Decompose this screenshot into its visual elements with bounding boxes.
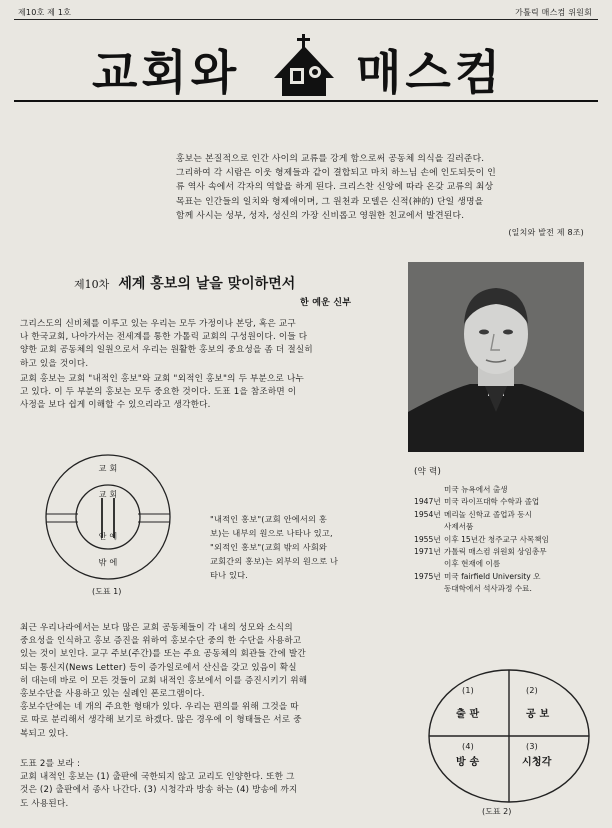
figure-note-line: 보)는 내부의 원으로 나타나 있고, xyxy=(210,528,333,538)
figure-2-num-4: (4) xyxy=(462,742,474,751)
bio-row xyxy=(414,521,600,533)
figure-1-outer-top: 교 회 xyxy=(98,463,118,473)
article-paragraph-2 xyxy=(20,373,400,413)
bio-row xyxy=(414,583,600,595)
bio-year: 1954년 xyxy=(414,509,441,519)
bio-text: 이후 15년간 청주교구 사목책임 xyxy=(444,534,549,544)
figure-2-label-2: 공 보 xyxy=(526,709,550,720)
intro-line: 함께 사시는 성부, 성자, 성신의 가장 신비롭고 영원한 친교에서 발견된다. xyxy=(176,210,465,221)
church-icon xyxy=(268,34,340,98)
publisher-name: 가톨릭 매스컴 위원회 xyxy=(515,8,592,17)
bio-list xyxy=(414,484,600,596)
bio-text: 메리놀 신학교 졸업과 동시 xyxy=(444,509,532,519)
article-line: 교회 홍보는 교회 "내적인 홍보"와 교회 "외적인 홍보"의 두 부분으로 나누 xyxy=(20,374,304,384)
figure-2-label-3: 시청각 xyxy=(522,757,552,768)
figure-note-line: 교회간의 홍보)는 외부의 원으로 나 xyxy=(210,556,339,566)
figure-1-inner-bottom: 안 에 xyxy=(98,532,118,541)
bio-row xyxy=(414,496,600,508)
bio-row xyxy=(414,484,600,496)
figure-1-outer-bottom: 밖 에 xyxy=(98,557,118,567)
article-line: 나 한국교회, 나아가서는 전세계를 통한 가톨릭 교회의 구성원이다. 이들 다 xyxy=(20,332,308,343)
article-line: 양한 교회 공동체의 일원으로서 우리는 원활한 홍보의 중요성을 좀 더 절실히 xyxy=(20,345,313,356)
article-line: 복되고 있다. xyxy=(20,728,69,739)
intro-source: (일치와 발전 제 8조) xyxy=(508,228,584,237)
article-line: 홍보수단에는 네 개의 주요한 형태가 있다. 우리는 편의를 위해 그것을 따 xyxy=(20,702,299,713)
article-line: 되는 통신지(News Letter) 등이 증가일로에서 산신을 갖고 있음이 확실 xyxy=(20,662,297,673)
figure-2-diagram xyxy=(426,668,592,804)
article-line: 교회 내적인 홍보는 (1) 출판에 국한되지 않고 교리도 인양한다. 또한 그 xyxy=(20,772,295,783)
article-line: 그리스도의 신비체를 이루고 있는 우리는 모두 가정이나 본당, 혹은 교구 xyxy=(20,319,296,329)
masthead-rule xyxy=(14,100,598,102)
article-line: 하고 있을 것이다. xyxy=(20,358,89,369)
masthead-title-left: 교회와 xyxy=(92,46,241,101)
masthead-title-right: 매스컴 xyxy=(356,46,505,101)
bio-text: 이후 현재에 이름 xyxy=(444,559,501,569)
article-title-prefix: 제10차 xyxy=(74,278,110,291)
bio-row xyxy=(414,571,600,583)
masthead xyxy=(0,20,612,104)
article-line: 중요성을 인식하고 홍보 증진을 위하여 홍보수단 중의 한 수단을 사용하고 xyxy=(20,636,302,647)
issue-number: 제10호 제 1호 xyxy=(18,8,72,17)
figure-1-caption: (도표 1) xyxy=(92,587,122,596)
bio-text: 동대학에서 석사과정 수료. xyxy=(444,584,532,594)
article-paragraph-3 xyxy=(20,622,406,741)
figure-2-circle xyxy=(426,668,592,804)
article-title xyxy=(74,273,295,293)
bio-year: 1975년 xyxy=(414,571,441,581)
article-title-main: 세계 홍보의 날을 맞이하면서 xyxy=(118,276,296,292)
article-line: 히 대는데 바로 이 모든 것들이 교회 내적인 홍보에서 이를 증진시키기 위해 xyxy=(20,675,308,686)
article-paragraph-4 xyxy=(20,758,406,811)
article-line: 것은 (2) 출판에서 종사 나간다. (3) 시청각과 방송 하는 (4) 방송에 까지 xyxy=(20,785,298,796)
bio-text: 미국 뉴욕에서 출생 xyxy=(444,485,508,494)
bio-year: 1947년 xyxy=(414,497,441,507)
figure-2-num-3: (3) xyxy=(526,742,538,751)
intro-line: 류 역사 속에서 각자의 역할을 하게 된다. 크리스찬 신앙에 따라 온갖 교류의 최상 xyxy=(176,182,494,193)
intro-line: 목표는 인간들의 일치와 형제애이며, 그 원천과 모델은 신적(神的) 단일 생명을 xyxy=(176,196,484,207)
bio-row xyxy=(414,534,600,546)
article-paragraph-1 xyxy=(20,318,400,371)
figure-2-caption: (도표 2) xyxy=(482,807,512,816)
figure-2-label-4: 방 송 xyxy=(456,757,480,768)
figure-1-inner-top: 교 회 xyxy=(98,490,118,499)
bio-year: 1971년 xyxy=(414,547,441,557)
bio-row xyxy=(414,509,600,521)
bio-row xyxy=(414,558,600,570)
bio-text: 가톨릭 매스컴 위원회 상임총무 xyxy=(444,547,547,557)
article-line: 최근 우리나라에서는 보다 많은 교회 공동체들이 각 내의 성모와 소식의 xyxy=(20,623,293,633)
intro-line: 홍보는 본질적으로 인간 사이의 교류를 강게 함으로써 공동체 의식을 길러준다. xyxy=(176,154,485,164)
figure-note-line: 타나 있다. xyxy=(210,570,249,580)
article-line: 사정을 보다 쉽게 이해할 수 있으리라고 생각한다. xyxy=(20,400,211,411)
article-line: 로 따로 분리해서 생각해 보기로 하겠다. 많은 경우에 이 형태들은 서로 중 xyxy=(20,715,302,726)
figure-1-note xyxy=(210,512,400,582)
figure-note-line: "내적인 홍보"(교회 안에서의 홍 xyxy=(210,514,328,524)
article-line: 도 사용된다. xyxy=(20,798,69,809)
article-line: 홍보수단을 사용하고 있는 실례인 폰로그램이다. xyxy=(20,689,205,700)
bio-text: 미국 fairfield University 오 xyxy=(444,571,541,581)
author-photo xyxy=(408,262,584,452)
bio-heading: (약 력) xyxy=(414,467,442,477)
intro-line: 그리하여 각 시람은 이웃 형제들과 같이 결합되고 마치 하느님 손에 인도되듯이 인 xyxy=(176,168,496,179)
bio-text: 사제서품 xyxy=(444,522,474,532)
bio-year: 1955년 xyxy=(414,534,441,544)
figure-1-diagram xyxy=(38,452,178,582)
article-line: 고 있다. 이 두 부분의 홍보는 모두 중요한 것이다. 도표 1을 참조하면 이 xyxy=(20,387,297,398)
figure-2-num-2: (2) xyxy=(526,686,538,695)
bio-row xyxy=(414,546,600,558)
figure-2-label-1: 출 판 xyxy=(456,709,480,720)
article-line: 도표 2를 보라 : xyxy=(20,759,81,769)
intro-quote xyxy=(176,152,592,223)
article-line: 있는 것이 보인다. 교구 주보(주간)를 또는 주요 공동체의 회관들 간에 발간 xyxy=(20,649,306,660)
article-author: 한 예운 신부 xyxy=(300,298,352,308)
figure-note-line: "외적인 홍보"(교회 밖의 사회와 xyxy=(210,542,328,552)
figure-2-num-1: (1) xyxy=(462,686,474,695)
bio-text: 미국 라이프대학 수학과 졸업 xyxy=(444,497,540,507)
